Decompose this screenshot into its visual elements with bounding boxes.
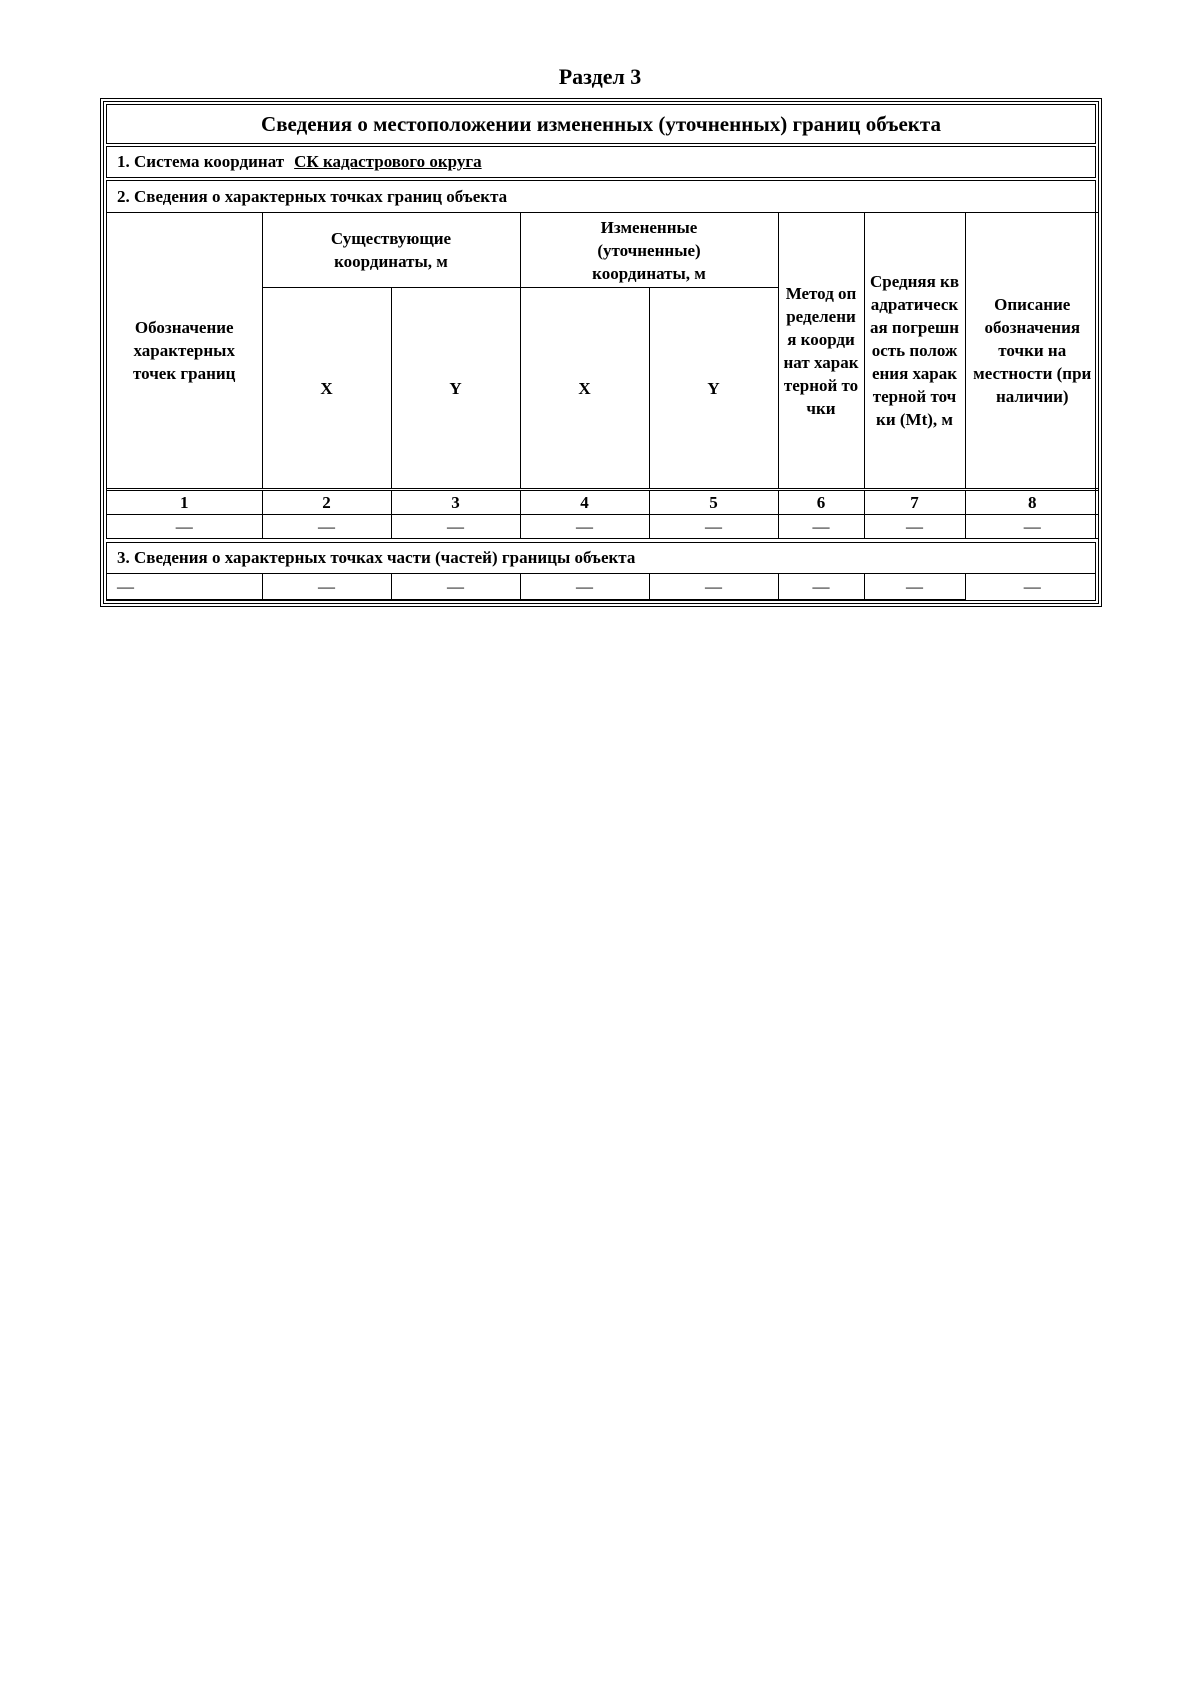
table-cell: — bbox=[778, 515, 864, 539]
table-row bbox=[107, 515, 1099, 539]
coord-system-value: СК кадастрового округа bbox=[294, 152, 482, 171]
table-cell: — bbox=[391, 515, 520, 539]
table-cell: — bbox=[520, 574, 649, 600]
table-cell: — bbox=[107, 515, 262, 539]
table-cell: — bbox=[107, 574, 262, 600]
table-cell: — bbox=[649, 515, 778, 539]
header-changed-coords: Измененные (уточненные) координаты, м bbox=[520, 213, 778, 288]
table-cell: — bbox=[391, 574, 520, 600]
parts-heading: 3. Сведения о характерных точках части (частей) границы объекта bbox=[106, 542, 1096, 574]
table-cell: — bbox=[262, 574, 391, 600]
header-description: Описание обозначения точки на местности (при наличии) bbox=[965, 213, 1099, 490]
parts-grid bbox=[106, 574, 1096, 601]
table-cell: — bbox=[649, 574, 778, 600]
table-row bbox=[107, 574, 1099, 600]
header-changed-x: X bbox=[520, 288, 649, 490]
table-cell: — bbox=[520, 515, 649, 539]
header-designation: Обозначение характерных точек границ bbox=[107, 213, 262, 490]
header-method: Метод определения координат характерной точки bbox=[778, 213, 864, 490]
column-number: 4 bbox=[520, 490, 649, 515]
header-error: Средняя квадратическая погрешность положения характерной точки (Mt), м bbox=[864, 213, 965, 490]
table-cell: — bbox=[262, 515, 391, 539]
header-existing-x: X bbox=[262, 288, 391, 490]
table-cell: — bbox=[778, 574, 864, 600]
column-number: 2 bbox=[262, 490, 391, 515]
table-cell: — bbox=[864, 574, 965, 600]
header-existing-coords: Существующие координаты, м bbox=[262, 213, 520, 288]
header-existing-y: Y bbox=[391, 288, 520, 490]
column-number: 7 bbox=[864, 490, 965, 515]
points-heading: 2. Сведения о характерных точках границ объекта bbox=[106, 180, 1096, 212]
coord-system-row bbox=[106, 146, 1096, 178]
column-number: 1 bbox=[107, 490, 262, 515]
column-number: 3 bbox=[391, 490, 520, 515]
column-number: 8 bbox=[965, 490, 1099, 515]
column-number-row bbox=[107, 490, 1099, 515]
column-number: 5 bbox=[649, 490, 778, 515]
points-grid bbox=[106, 212, 1096, 539]
table-cell: — bbox=[864, 515, 965, 539]
column-number: 6 bbox=[778, 490, 864, 515]
table-cell: — bbox=[965, 515, 1099, 539]
boundary-info-table bbox=[103, 101, 1099, 604]
table-cell: — bbox=[965, 574, 1099, 600]
header-changed-y: Y bbox=[649, 288, 778, 490]
coord-system-label: 1. Система координат bbox=[117, 152, 285, 171]
page-title: Раздел 3 bbox=[558, 64, 642, 89]
table-title: Сведения о местоположении измененных (уточненных) границ объекта bbox=[106, 104, 1096, 144]
